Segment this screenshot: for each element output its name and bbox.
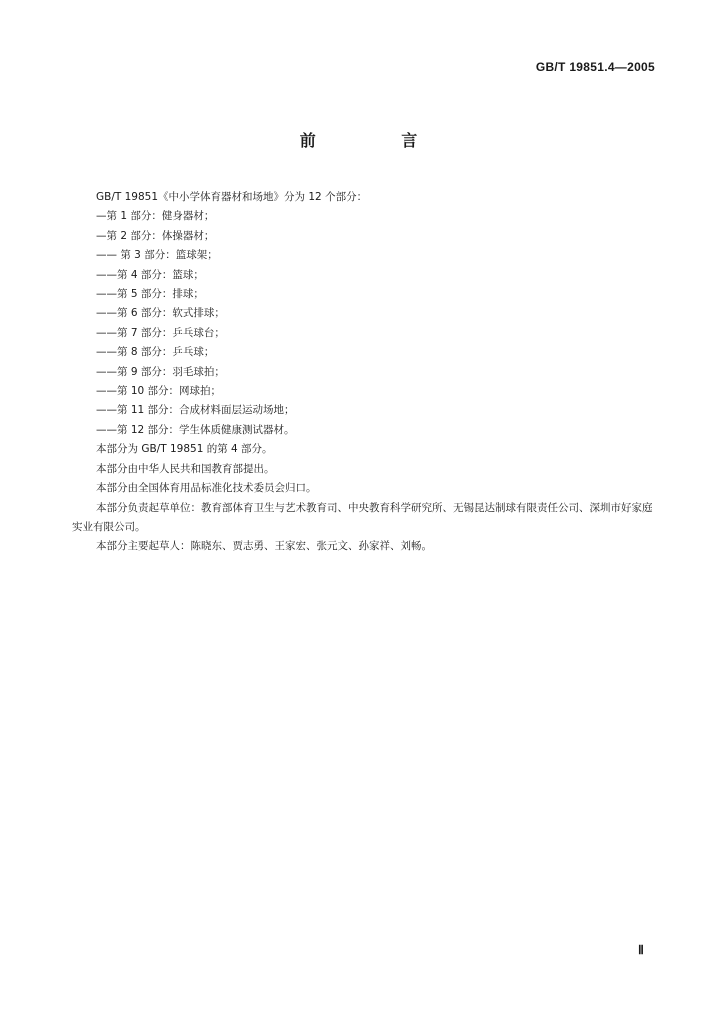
part-item: —第 2 部分：体操器材； bbox=[96, 229, 215, 242]
document-body bbox=[72, 188, 662, 557]
part-item: ——第 8 部分：乒乓球； bbox=[96, 346, 215, 359]
part-item: ——第 11 部分：合成材料面层运动场地； bbox=[96, 404, 295, 417]
statement-line: 本部分由全国体育用品标准化技术委员会归口。 bbox=[96, 482, 317, 495]
part-item: —第 1 部分：健身器材； bbox=[96, 210, 215, 223]
standard-code: GB/T 19851.4—2005 bbox=[535, 60, 655, 74]
drafting-units-paragraph: 本部分负责起草单位：教育部体育卫生与艺术教育司、中央教育科学研究所、无锡昆达制球有限责任公司、深圳市好家庭实业有限公司。 bbox=[72, 501, 653, 533]
parts-list bbox=[72, 207, 662, 440]
part-item: ——第 7 部分：乒乓球台； bbox=[96, 326, 225, 339]
page-number: Ⅱ bbox=[638, 943, 644, 957]
part-item: ——第 4 部分：篮球； bbox=[96, 268, 204, 281]
part-item: ——第 12 部分：学生体质健康测试器材。 bbox=[96, 423, 295, 436]
page-title: 前 言 bbox=[299, 131, 458, 150]
part-item: ——第 10 部分：网球拍； bbox=[96, 385, 222, 398]
part-item: ——第 5 部分：排球； bbox=[96, 288, 204, 301]
statement-line: 本部分由中华人民共和国教育部提出。 bbox=[96, 462, 275, 475]
part-item: ——第 9 部分：羽毛球拍； bbox=[96, 365, 225, 378]
drafters-line: 本部分主要起草人：陈晓东、贾志勇、王家宏、张元文、孙家祥、刘畅。 bbox=[96, 540, 432, 553]
statement-line: 本部分为 GB/T 19851 的第 4 部分。 bbox=[96, 443, 273, 456]
part-item: ——第 6 部分：软式排球； bbox=[96, 307, 225, 320]
intro-line: GB/T 19851《中小学体育器材和场地》分为 12 个部分： bbox=[96, 191, 368, 203]
part-item: —— 第 3 部分：篮球架； bbox=[96, 249, 218, 262]
